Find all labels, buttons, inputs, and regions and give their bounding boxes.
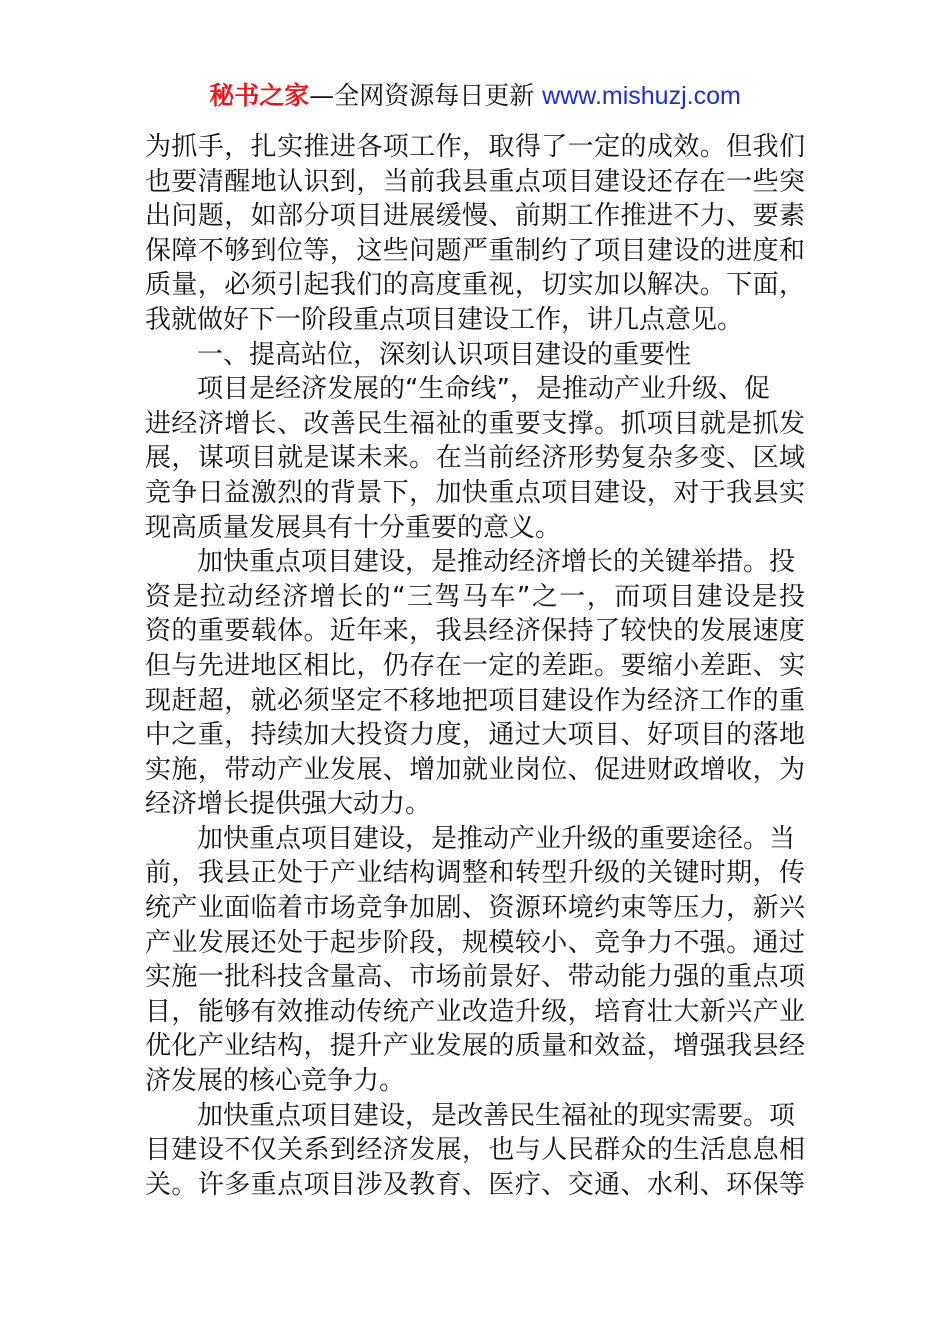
text-line: 但与先进地区相比，仍存在一定的差距。要缩小差距、实	[145, 650, 806, 681]
text-line: 为抓手，扎实推进各项工作，取得了一定的成效。但我们	[145, 132, 806, 162]
text-line: 实施，带动产业发展、增加就业岗位、促进财政增收，为	[145, 754, 806, 785]
text-line: 一、提高站位，深刻认识项目建设的重要性	[197, 339, 692, 370]
text-line: 济发展的核心竞争力。	[145, 1066, 406, 1097]
text-line: 竞争日益激烈的背景下，加快重点项目建设，对于我县实	[145, 477, 806, 508]
text-line: 现赶超，就必须坚定不移地把项目建设作为经济工作的重	[145, 685, 806, 716]
text-line: 我就做好下一阶段重点项目建设工作，讲几点意见。	[145, 304, 744, 335]
text-line: 保障不够到位等，这些问题严重制约了项目建设的进度和	[145, 235, 806, 266]
text-line: 现高质量发展具有十分重要的意义。	[145, 512, 562, 543]
document-body	[145, 130, 805, 1202]
header-tagline: —全网资源每日更新	[309, 81, 543, 110]
text-line: 资的重要载体。近年来，我县经济保持了较快的发展速度	[145, 616, 806, 647]
text-line: 展，谋项目就是谋未来。在当前经济形势复杂多变、区域	[145, 443, 806, 474]
text-line: 项目是经济发展的“生命线”，是推动产业升级、促	[197, 374, 770, 405]
text-line: 加快重点项目建设，是推动产业升级的重要途径。当	[197, 823, 796, 854]
text-line: 目建设不仅关系到经济发展，也与人民群众的生活息息相	[145, 1135, 806, 1166]
page-header	[0, 78, 950, 114]
text-line: 统产业面临着市场竞争加剧、资源环境约束等压力，新兴	[145, 893, 806, 924]
text-line: 经济增长提供强大动力。	[145, 789, 432, 820]
site-url[interactable]: www.mishuzj.com	[542, 82, 741, 110]
text-line: 也要清醒地认识到，当前我县重点项目建设还存在一些突	[145, 166, 806, 197]
text-line: 目，能够有效推动传统产业改造升级，培育壮大新兴产业	[145, 996, 806, 1027]
text-line: 加快重点项目建设，是推动经济增长的关键举措。投	[197, 547, 796, 578]
text-line: 关。许多重点项目涉及教育、医疗、交通、水利、环保等	[145, 1169, 806, 1200]
brand-name: 秘书之家	[209, 81, 310, 110]
text-line: 进经济增长、改善民生福祉的重要支撑。抓项目就是抓发	[145, 408, 806, 439]
text-line: 中之重，持续加大投资力度，通过大项目、好项目的落地	[145, 720, 806, 751]
text-line: 质量，必须引起我们的高度重视，切实加以解决。下面，	[145, 270, 806, 301]
text-line: 实施一批科技含量高、市场前景好、带动能力强的重点项	[145, 962, 806, 993]
text-line: 产业发展还处于起步阶段，规模较小、竞争力不强。通过	[145, 927, 806, 958]
text-line: 优化产业结构，提升产业发展的质量和效益，增强我县经	[145, 1031, 806, 1062]
text-line: 加快重点项目建设，是改善民生福祉的现实需要。项	[197, 1100, 796, 1131]
text-line: 出问题，如部分项目进展缓慢、前期工作推进不力、要素	[145, 201, 806, 232]
text-line: 前，我县正处于产业结构调整和转型升级的关键时期，传	[145, 858, 806, 889]
text-line: 资是拉动经济增长的“三驾马车”之一，而项目建设是投	[145, 581, 807, 612]
